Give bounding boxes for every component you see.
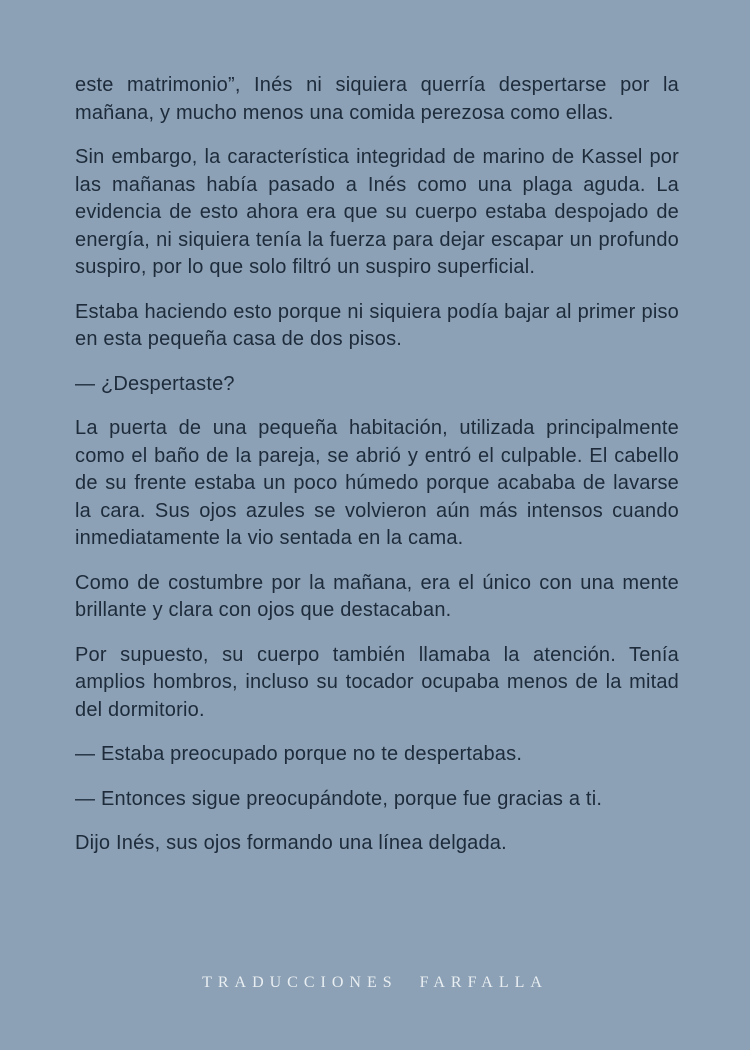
dialogue-paragraph: — Entonces sigue preocupándote, porque fue gracias a ti. xyxy=(75,787,603,810)
paragraph: La puerta de una pequeña habitación, utilizada principalmente como el baño de la pareja, se abrió y entró el culpable. El cabello de su frente estaba un poco húmedo porque acababa de lavarse la cara. Sus ojos azules se volvieron aún más intensos cuando inmediatamente la vio sentada en la cama. xyxy=(75,417,679,549)
dialogue-paragraph: — ¿Despertaste? xyxy=(75,372,235,395)
novel-text-block xyxy=(75,72,679,875)
paragraph: Como de costumbre por la mañana, era el único con una mente brillante y clara con ojos que destacaban. xyxy=(75,571,679,621)
dialogue-paragraph: — Estaba preocupado porque no te despertabas. xyxy=(75,743,523,765)
paragraph: Dijo Inés, sus ojos formando una línea delgada. xyxy=(75,832,507,854)
translator-watermark xyxy=(0,974,750,992)
paragraph: este matrimonio”, Inés ni siquiera querría despertarse por la mañana, y mucho menos una comida perezosa como ellas. xyxy=(75,74,679,124)
paragraph: Por supuesto, su cuerpo también llamaba la atención. Tenía amplios hombros, incluso su tocador ocupaba menos de la mitad del dormitorio. xyxy=(75,643,679,721)
translator-watermark-label: TRADUCCIONES FARFALLA xyxy=(202,974,548,991)
paragraph: Sin embargo, la característica integridad de marino de Kassel por las mañanas había pasado a Inés como una plaga aguda. La evidencia de esto ahora era que su cuerpo estaba despojado de energía, ni siquiera tenía la fuerza para dejar escapar un profundo suspiro, por lo que solo filtró un suspiro superficial. xyxy=(75,146,679,278)
paragraph: Estaba haciendo esto porque ni siquiera podía bajar al primer piso en esta pequeña casa de dos pisos. xyxy=(75,300,679,350)
